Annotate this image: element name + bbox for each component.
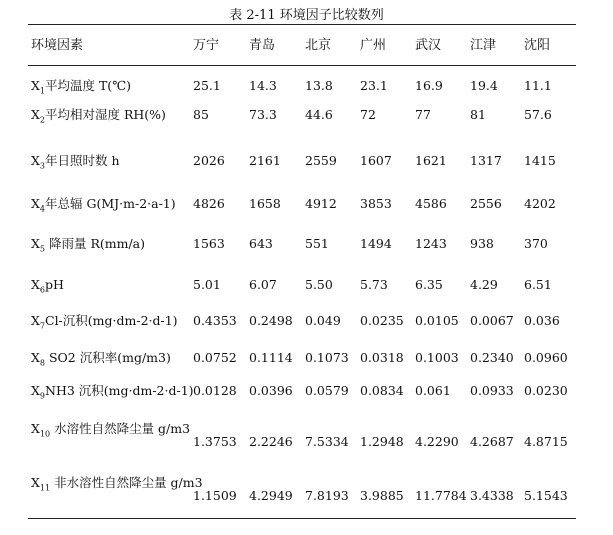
table-cell: 2.2246 (249, 434, 293, 449)
table-cell: 0.2498 (249, 313, 293, 328)
table-cell: 0.0834 (360, 383, 404, 398)
table-cell: 6.51 (524, 277, 552, 292)
table-cell: 5.01 (193, 277, 221, 292)
table-cell: 1563 (193, 236, 225, 251)
table-cell: 77 (415, 107, 431, 122)
table-cell: 6.07 (249, 277, 277, 292)
table-cell: 1658 (249, 196, 281, 211)
header-city: 江津 (470, 38, 497, 53)
table-title: 表 2-11 环境因子比较数列 (229, 8, 384, 23)
row-label: $X_{10}$ 水溶性自然降尘量 g/m3 (31, 421, 191, 439)
table-cell: 0.0752 (193, 350, 237, 365)
table-cell: 81 (470, 107, 486, 122)
table-cell: 23.1 (360, 78, 388, 93)
row-label: $X_6pH$ (31, 277, 64, 295)
table-cell: 0.036 (524, 313, 560, 328)
header-city: 武汉 (415, 38, 442, 53)
header-rule (28, 65, 576, 66)
table-cell: 14.3 (249, 78, 277, 93)
table-cell: 0.0396 (249, 383, 293, 398)
table-cell: 72 (360, 107, 376, 122)
table-cell: 6.35 (415, 277, 443, 292)
table-cell: 3853 (360, 196, 392, 211)
table-cell: 0.0579 (305, 383, 349, 398)
top-rule (28, 24, 576, 25)
header-row (0, 38, 613, 60)
bottom-rule (28, 518, 576, 519)
table-cell: 0.0105 (415, 313, 459, 328)
table-cell: 1621 (415, 153, 447, 168)
row-label: $X_1$平均温度 T(℃) (31, 78, 132, 96)
table-cell: 4.8715 (524, 434, 568, 449)
table-cell: 7.5334 (305, 434, 349, 449)
table-cell: 551 (305, 236, 329, 251)
table-cell: 7.8193 (305, 488, 349, 503)
table-cell: 19.4 (470, 78, 498, 93)
table-cell: 1.2948 (360, 434, 404, 449)
table-cell: 0.4353 (193, 313, 237, 328)
table-cell: 5.1543 (524, 488, 568, 503)
table-cell: 73.3 (249, 107, 277, 122)
table-cell: 1.1509 (193, 488, 237, 503)
table-cell: 0.0230 (524, 383, 568, 398)
row-label: $X_3$年日照时数 h (31, 153, 120, 171)
table-cell: 1.3753 (193, 434, 237, 449)
table-cell: 0.0933 (470, 383, 514, 398)
row-label: $X_8$ SO2 沉积率(mg/m3) (31, 350, 171, 368)
table-cell: 0.061 (415, 383, 451, 398)
table-cell: 2026 (193, 153, 225, 168)
header-city: 广州 (360, 38, 387, 53)
table-cell: 938 (470, 236, 494, 251)
table-cell: 4.2687 (470, 434, 514, 449)
table-cell: 13.8 (305, 78, 333, 93)
table-cell: 0.2340 (470, 350, 514, 365)
table-cell: 3.4338 (470, 488, 514, 503)
table-cell: 44.6 (305, 107, 333, 122)
table-cell: 11.1 (524, 78, 552, 93)
table-cell: 0.0235 (360, 313, 404, 328)
table-cell: 370 (524, 236, 548, 251)
table-cell: 1494 (360, 236, 392, 251)
table-cell: 643 (249, 236, 273, 251)
row-label: $X_5$ 降雨量 R(mm/a) (31, 236, 145, 254)
table-cell: 1243 (415, 236, 447, 251)
row-label: $X_2$平均相对湿度 RH(%) (31, 107, 166, 125)
table-cell: 4912 (305, 196, 337, 211)
table-cell: 5.73 (360, 277, 388, 292)
table-cell: 2559 (305, 153, 337, 168)
table-cell: 4202 (524, 196, 556, 211)
table-cell: 11.7784 (415, 488, 467, 503)
row-label: $X_{11}$ 非水溶性自然降尘量 g/m3 (31, 475, 203, 493)
table-cell: 2161 (249, 153, 281, 168)
row-label: $X_7Cl-$沉积(mg·dm-2·d-1) (31, 313, 178, 331)
table-cell: 0.1003 (415, 350, 459, 365)
table-cell: 57.6 (524, 107, 552, 122)
table-cell: 0.0128 (193, 383, 237, 398)
header-city: 万宁 (193, 38, 220, 53)
table-cell: 25.1 (193, 78, 221, 93)
table-cell: 3.9885 (360, 488, 404, 503)
row-label: $X_9NH3$ 沉积(mg·dm-2·d-1) (31, 383, 194, 401)
table-cell: 1415 (524, 153, 556, 168)
table-cell: 0.049 (305, 313, 341, 328)
table-cell: 2556 (470, 196, 502, 211)
table-cell: 4826 (193, 196, 225, 211)
table-cell: 16.9 (415, 78, 443, 93)
table-cell: 4.2290 (415, 434, 459, 449)
table-cell: 4.29 (470, 277, 498, 292)
header-label: 环境因素 (31, 38, 84, 53)
table-cell: 0.0067 (470, 313, 514, 328)
header-city: 北京 (305, 38, 332, 53)
table-cell: 0.1073 (305, 350, 349, 365)
table-cell: 1317 (470, 153, 502, 168)
header-city: 青岛 (249, 38, 276, 53)
table-cell: 85 (193, 107, 209, 122)
table-cell: 4586 (415, 196, 447, 211)
table-cell: 0.0960 (524, 350, 568, 365)
header-city: 沈阳 (524, 38, 551, 53)
table-cell: 4.2949 (249, 488, 293, 503)
row-label: $X_4$年总辐 G(MJ·m-2·a-1) (31, 196, 176, 214)
table-cell: 1607 (360, 153, 392, 168)
table-cell: 0.0318 (360, 350, 404, 365)
table-cell: 5.50 (305, 277, 333, 292)
table-cell: 0.1114 (249, 350, 293, 365)
